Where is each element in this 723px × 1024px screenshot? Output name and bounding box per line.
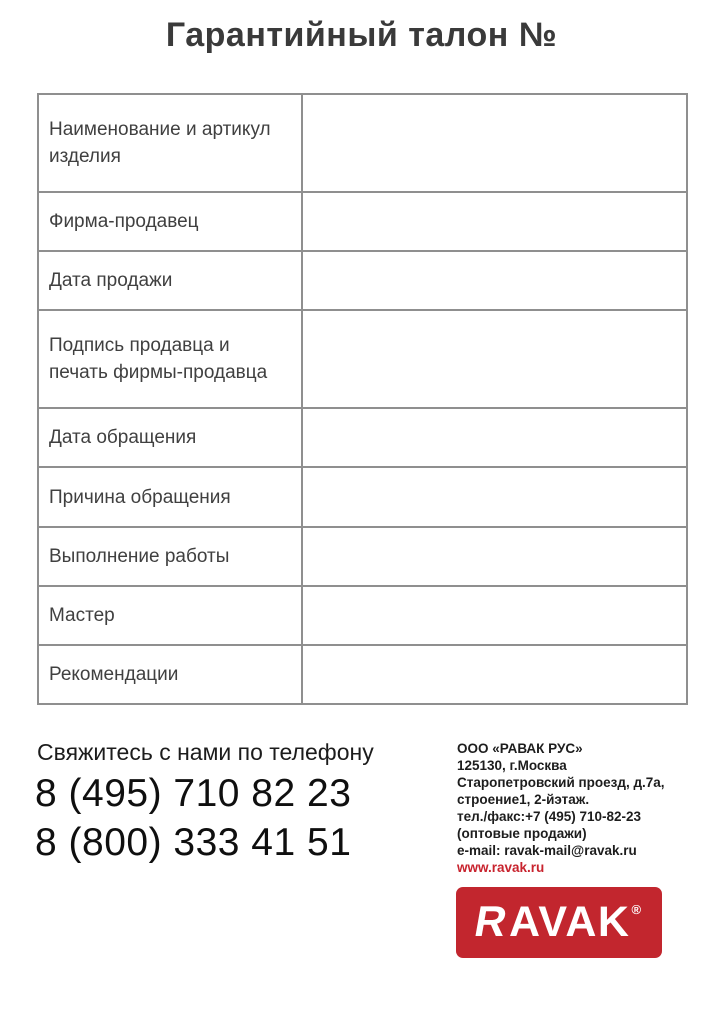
table-row — [38, 310, 687, 408]
table-row — [38, 467, 687, 526]
ravak-logo-text — [471, 898, 643, 946]
table-row-value — [302, 586, 687, 645]
table-row — [38, 645, 687, 704]
table-row-label: Наименование и артикул изделия — [38, 94, 302, 192]
company-info — [457, 740, 665, 876]
ravak-logo-rest: AVAK — [509, 898, 631, 946]
table-row — [38, 408, 687, 467]
warranty-table — [37, 93, 688, 705]
table-row — [38, 192, 687, 251]
table-row-label: Дата продажи — [38, 251, 302, 310]
table-row-value — [302, 527, 687, 586]
company-name: ООО «РАВАК РУС» — [457, 741, 583, 756]
company-postcode-city: 125130, г.Москва — [457, 758, 567, 773]
table-row-label: Подпись продавца и печать фирмы-продавца — [38, 310, 302, 408]
table-row-value — [302, 94, 687, 192]
contact-heading: Свяжитесь с нами по телефону — [37, 739, 374, 765]
phone-number-2: 8 (800) 333 41 51 — [35, 821, 352, 864]
ravak-logo-letter-r: R — [471, 898, 513, 946]
company-website: www.ravak.ru — [457, 860, 545, 875]
registered-trademark-icon: ® — [631, 902, 643, 917]
table-row-label: Рекомендации — [38, 645, 302, 704]
table-row-value — [302, 408, 687, 467]
company-wholesale-note: (оптовые продажи) — [457, 826, 587, 841]
table-row — [38, 527, 687, 586]
table-row-label: Дата обращения — [38, 408, 302, 467]
phone-numbers — [35, 769, 351, 867]
table-row — [38, 94, 687, 192]
table-row-value — [302, 192, 687, 251]
company-street: Старопетровский проезд, д.7а, — [457, 775, 665, 790]
company-building: строение1, 2-йэтаж. — [457, 792, 590, 807]
table-row-value — [302, 310, 687, 408]
table-row — [38, 586, 687, 645]
table-row — [38, 251, 687, 310]
company-phone-fax: тел./факс:+7 (495) 710-82-23 — [457, 809, 642, 824]
table-row-value — [302, 251, 687, 310]
phone-number-1: 8 (495) 710 82 23 — [35, 772, 352, 815]
ravak-logo — [456, 887, 662, 958]
table-row-label: Причина обращения — [38, 467, 302, 526]
page-title: Гарантийный талон № — [165, 16, 558, 54]
table-row-label: Мастер — [38, 586, 302, 645]
company-email: e-mail: ravak-mail@ravak.ru — [457, 843, 637, 858]
table-row-label: Выполнение работы — [38, 527, 302, 586]
table-row-value — [302, 467, 687, 526]
table-row-value — [302, 645, 687, 704]
table-row-label: Фирма-продавец — [38, 192, 302, 251]
